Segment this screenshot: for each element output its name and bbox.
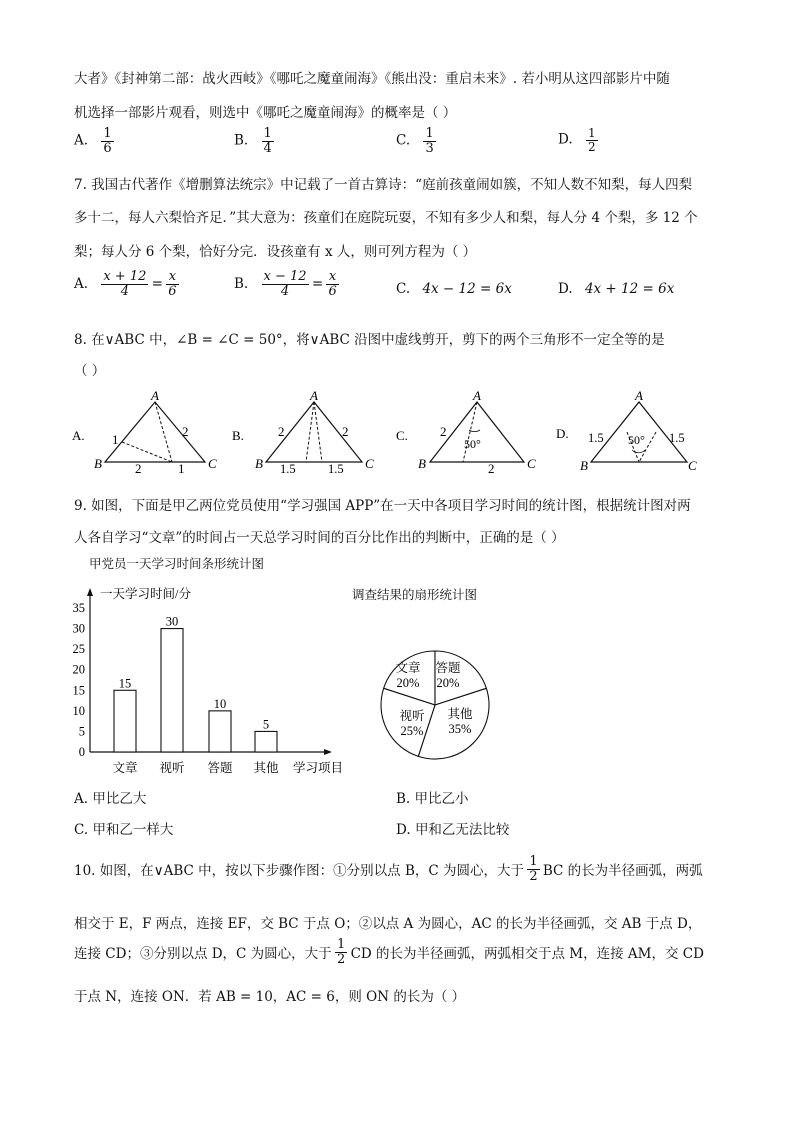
option-label: D. (396, 822, 411, 838)
triangle (105, 402, 205, 462)
q8-option-a-figure[interactable] (72, 388, 217, 476)
q9-line1: 9. 如图，下面是甲乙两位党员使用“学习强国 APP”在一天中各项目学习时间的统计图，根据统计图对两 (74, 498, 691, 514)
q8-line2: （ ） (74, 363, 106, 379)
bar (209, 711, 231, 752)
side-label: 2 (440, 424, 447, 439)
data-label: 5 (262, 717, 270, 732)
denominator: 4 (280, 283, 290, 299)
side-label: 2 (182, 424, 189, 439)
vertex-b-label: B (255, 456, 263, 471)
q7-line2: 多十二，每人六梨恰齐足．”其大意为：孩童们在庭院玩耍，不知有多少人和梨，每人分 4 个梨，多 12 个 (74, 210, 698, 226)
x-axis-label: 学习项目 (292, 761, 344, 775)
data-label: 10 (213, 696, 227, 711)
pie-chart (370, 640, 500, 770)
denominator: 4 (120, 283, 129, 299)
q6-option-c[interactable] (396, 127, 435, 155)
numerator: x − 12 (263, 269, 307, 284)
option-label: D. (556, 426, 569, 441)
option-text: 甲和乙一样大 (92, 822, 174, 838)
option-text: 甲比乙小 (414, 791, 469, 807)
data-label: 15 (118, 676, 132, 691)
q8-option-b-figure[interactable] (232, 388, 374, 476)
y-tick-label: 5 (78, 724, 85, 739)
q10-line2: 相交于 E，F 两点，连接 EF，交 BC 于点 O；②以点 A 为圆心，AC 的长为半径画弧，交 AB 于点 D， (74, 916, 702, 932)
side-label: 1.5 (669, 431, 685, 445)
slice-percent-label: 20% (396, 676, 420, 690)
bar (114, 690, 136, 752)
y-tick-label: 0 (78, 745, 85, 759)
option-label: A. (72, 428, 85, 443)
q6-option-a[interactable] (74, 127, 113, 155)
base-label: 2 (488, 461, 495, 476)
vertex-c-label: C (208, 456, 217, 471)
x-tick-label: 答题 (207, 761, 233, 775)
numerator: 1 (103, 126, 112, 141)
vertex-a-label: A (310, 388, 318, 403)
numerator: x + 12 (103, 269, 147, 284)
q9-line2: 人各自学习“文章”的时间占一天总学习时间的百分比作出的判断中，正确的是（ ） (74, 530, 565, 546)
vertex-c-label: C (365, 456, 374, 471)
option-label: D. (558, 131, 573, 148)
denominator: 2 (529, 868, 538, 884)
angle-arc (632, 450, 645, 453)
angle-label: 50° (464, 437, 481, 451)
bar-chart-caption: 甲党员一天学习时间条形统计图 (89, 556, 265, 571)
slice-percent-label: 35% (448, 722, 472, 736)
rhs-denominator: 6 (328, 283, 337, 299)
base-label: 1.5 (328, 462, 344, 476)
q9-option-b[interactable] (396, 787, 469, 807)
option-label: C. (396, 428, 408, 443)
option-label: C. (74, 822, 89, 838)
q10-line1-a: 10. 如图，在∨ABC 中，按以下步骤作图：①分别以点 B，C 为圆心，大于 (74, 863, 525, 880)
option-label: B. (232, 428, 244, 443)
base-label: 1 (178, 461, 185, 476)
vertex-a-label: A (151, 388, 159, 403)
q7-option-b[interactable]: B. $\frac{x - 12}{4}$ = $\frac{x}{6}$ (234, 269, 337, 299)
bar-chart (60, 578, 360, 778)
option-label: A. (74, 276, 89, 293)
option-label: D. (558, 281, 573, 297)
numerator: 1 (336, 937, 346, 952)
q6-option-d[interactable] (558, 127, 597, 153)
vertex-b-label: B (418, 456, 426, 471)
option-label: B. (234, 276, 249, 293)
side-label: 1 (112, 432, 119, 447)
vertex-c-label: C (527, 456, 536, 471)
denominator: 2 (587, 139, 596, 154)
base-label: 1.5 (280, 462, 296, 476)
q6-line1: 大者》《封神第二部：战火西岐》《哪吒之魔童闹海》《熊出没：重启未来》. 若小明从这四部影片中随 (74, 71, 670, 87)
q6-line2: 机选择一部影片观看，则选中《哪吒之魔童闹海》的概率是（ ） (74, 105, 457, 121)
vertex-c-label: C (688, 458, 697, 473)
option-label: B. (396, 791, 411, 807)
bar (161, 629, 183, 752)
q8-line1: 8. 在∨ABC 中，∠B = ∠C = 50°，将∨ABC 沿图中虚线剪开，剪下的两个三角形不一定全等的是 (74, 332, 665, 348)
numerator: 1 (263, 126, 272, 141)
q7-line1: 7. 我国古代著作《增删算法统宗》中记载了一首古算诗：“庭前孩童闹如簇，不知人数不知梨，每人四梨 (74, 177, 693, 193)
cut-line (122, 442, 172, 462)
q7-option-c[interactable] (396, 281, 512, 297)
q8-option-d-figure[interactable] (556, 388, 697, 473)
numerator: 1 (587, 126, 596, 140)
x-tick-label: 其他 (253, 761, 279, 775)
q7-line3: 梨；每人分 6 个梨，恰好分完．设孩童有 x 人，则可列方程为（ ） (74, 244, 477, 260)
option-text: 甲比乙大 (92, 791, 147, 807)
y-tick-label: 20 (72, 662, 85, 677)
slice-category-label: 视听 (399, 709, 425, 723)
numerator: 1 (425, 126, 434, 141)
q10-line3 (74, 938, 704, 966)
base-label: 2 (135, 461, 142, 476)
vertex-b-label: B (94, 456, 102, 471)
y-tick-label: 15 (72, 683, 85, 698)
vertex-b-label: B (580, 458, 588, 473)
x-tick-label: 视听 (159, 761, 185, 775)
rhs-denominator: 6 (168, 283, 177, 299)
slice-percent-label: 20% (436, 676, 460, 690)
option-text: 4x + 12 = 6x (584, 281, 675, 297)
y-tick-label: 30 (72, 621, 85, 636)
denominator: 4 (263, 140, 272, 156)
x-tick-label: 文章 (112, 761, 138, 775)
y-tick-label: 10 (72, 703, 85, 718)
y-axis-arrow (87, 588, 93, 596)
option-label: B. (234, 132, 249, 149)
q10-line4: 于点 N，连接 ON．若 AB = 10，AC = 6，则 ON 的长为（ ） (74, 989, 466, 1005)
q10-line1-b: BC 的长为半径画弧，两弧 (542, 863, 703, 880)
denominator: 3 (425, 140, 434, 156)
side-label: 2 (342, 424, 349, 439)
option-text: 4x − 12 = 6x (422, 281, 512, 297)
y-tick-label: 35 (72, 601, 85, 615)
denominator: 2 (336, 951, 346, 967)
q9-option-c[interactable] (74, 818, 173, 838)
side-label: 1.5 (588, 431, 604, 445)
y-axis-label: 一天学习时间/分 (100, 587, 191, 601)
q10-line3-a: 连接 CD；③分别以点 D，C 为圆心，大于 (74, 946, 332, 963)
q8-option-c-figure[interactable] (396, 388, 536, 476)
y-tick-label: 25 (72, 642, 85, 657)
bar (255, 731, 277, 752)
slice-category-label: 答题 (435, 661, 461, 675)
q10-line1 (74, 855, 703, 883)
option-label: A. (74, 132, 89, 149)
pie-chart-caption: 调查结果的扇形统计图 (352, 587, 478, 602)
q8-figures (60, 388, 740, 478)
data-label: 30 (165, 614, 179, 629)
q7-option-a[interactable]: A. $\frac{x + 12}{4}$ = $\frac{x}{6}$ (74, 269, 177, 299)
option-label: C. (396, 281, 411, 297)
option-label: A. (74, 791, 89, 807)
side-label: 2 (278, 424, 285, 439)
cut-line (155, 402, 172, 462)
q9-option-d[interactable] (396, 818, 509, 838)
slice-category-label: 其他 (447, 707, 473, 721)
slice-category-label: 文章 (395, 661, 421, 675)
vertex-a-label: A (635, 388, 643, 403)
q6-option-b[interactable] (234, 127, 273, 155)
numerator: 1 (529, 854, 538, 869)
option-text: 甲和乙无法比较 (414, 822, 510, 838)
q9-option-a[interactable] (74, 787, 146, 807)
slice-percent-label: 25% (400, 724, 424, 738)
vertex-a-label: A (473, 388, 481, 403)
rhs-numerator: x (328, 269, 337, 284)
rhs-numerator: x (168, 269, 177, 284)
q7-option-d[interactable] (558, 281, 674, 297)
denominator: 6 (103, 140, 112, 156)
option-label: C. (396, 132, 411, 149)
angle-label: 50° (628, 433, 645, 447)
x-axis-arrow (324, 749, 332, 755)
q10-line3-b: CD 的长为半径画弧，两弧相交于点 M，连接 AM，交 CD (350, 946, 704, 963)
